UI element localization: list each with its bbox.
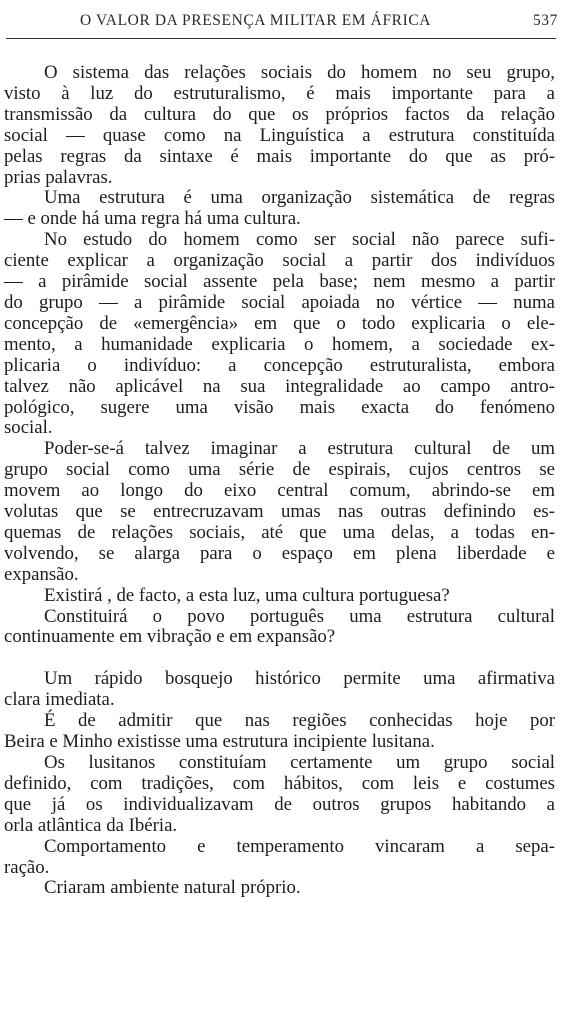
text-line: orla atlântica da Ibéria. [4,814,178,836]
paragraph [4,63,555,188]
text-line: movem ao longo do eixo central comum, abrindo-se em [4,480,555,502]
text-line: ciente explicar a organização social a partir dos indivíduos [4,250,555,272]
text-line: clara imediata. [4,689,115,711]
text-line: Existirá , de facto, a esta luz, uma cultura portuguesa? [44,584,450,606]
text-line: Uma estrutura é uma organização sistemática de regras [44,187,555,209]
text-line: continuamente em vibração e em expansão? [4,626,336,648]
text-line: expansão. [4,563,79,585]
running-head [6,12,558,34]
text-line: pológico, sugere uma visão mais exacta do fenómeno [4,396,555,418]
text-line: grupo social como uma série de espirais, cujos centros se [4,459,555,481]
paragraph [4,837,555,879]
paragraph [4,230,555,439]
text-line: Constituirá o povo português uma estrutura cultural [44,605,555,627]
text-line: social. [4,417,53,439]
paragraph [4,878,555,899]
text-line: Poder-se-á talvez imaginar a estrutura cultural de um [44,438,555,460]
running-title: O VALOR DA PRESENÇA MILITAR EM ÁFRICA [80,12,432,29]
text-line: Um rápido bosquejo histórico permite uma afirmativa [44,668,555,690]
text-line: mento, a humanidade explicaria o homem, a sociedade ex- [4,333,555,355]
text-line: É de admitir que nas regiões conhecidas hoje por [44,710,555,732]
text-line: — e onde há uma regra há uma cultura. [4,208,301,230]
text-line: visto à luz do estruturalismo, é mais importante para a [4,82,555,104]
text-line: talvez não aplicável na sua integralidade ao campo antro- [4,375,555,397]
text-line: definido, com tradições, com hábitos, com leis e costumes [4,772,555,794]
text-line: que já os individualizavam de outros grupos habitando a [4,793,555,815]
header-rule [6,38,556,39]
paragraph [4,607,555,649]
text-line: Comportamento e temperamento vincaram a sepa- [44,835,555,857]
text-line: No estudo do homem como ser social não parece sufi- [44,229,555,251]
paragraph [4,753,555,837]
text-line: transmissão da cultura do que os próprios factos da relação [4,103,555,125]
text-line: pelas regras da sintaxe é mais importante do que as pró- [4,145,555,167]
paragraph [4,711,555,753]
body-text [4,63,555,899]
paragraph [4,586,555,607]
text-line: ração. [4,856,50,878]
paragraph [4,669,555,711]
paragraph [4,188,555,230]
text-line: concepção de «emergência» em que o todo explicaria o ele- [4,312,555,334]
text-line: Os lusitanos constituíam certamente um grupo social [44,752,555,773]
text-line: Criaram ambiente natural próprio. [44,877,301,899]
text-line: O sistema das relações sociais do homem no seu grupo, [44,62,555,83]
text-line: social — quase como na Linguística a estrutura constituída [4,124,555,146]
text-line: — a pirâmide social assente pela base; nem mesmo a partir [4,271,555,293]
text-line: do grupo — a pirâmide social apoiada no vértice — numa [4,291,555,313]
text-line: volutas que se entrecruzavam umas nas outras definindo es- [4,501,555,523]
text-line: plicaria o indivíduo: a concepção estruturalista, embora [4,354,555,376]
text-line: volvendo, se alarga para o espaço em plena liberdade e [4,542,555,564]
paragraph [4,439,555,585]
page-number: 537 [532,12,558,29]
text-line: quemas de relações sociais, até que uma delas, a todas en- [4,521,555,543]
text-line: Beira e Minho existisse uma estrutura incipiente lusitana. [4,731,435,753]
text-line: prias palavras. [4,166,113,188]
